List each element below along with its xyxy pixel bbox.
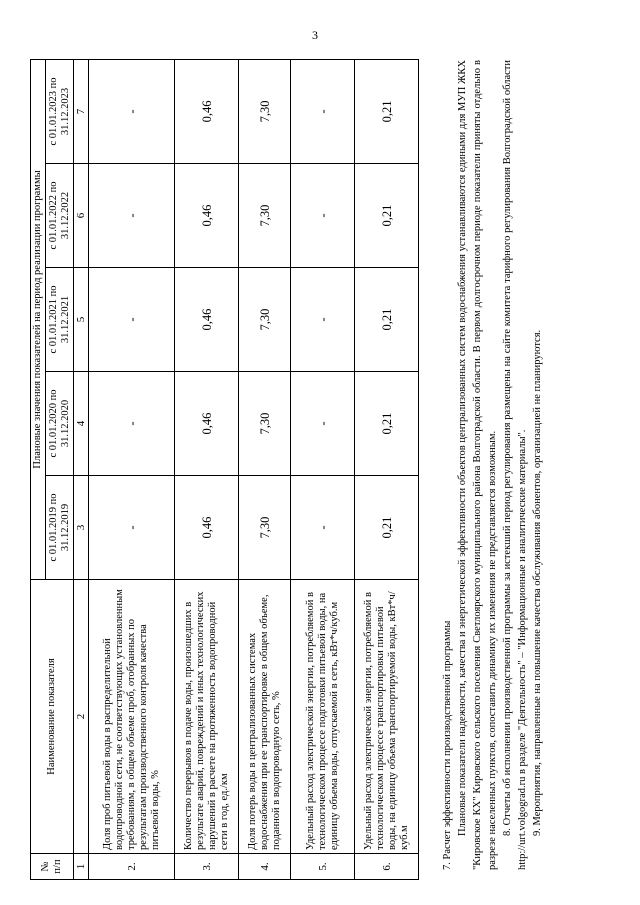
row-value: - — [291, 164, 355, 268]
row-value: - — [89, 268, 175, 372]
table-row — [89, 59, 175, 879]
row-number: 6. — [355, 854, 419, 880]
row-value: - — [291, 476, 355, 580]
period-header: с 01.01.2022 по 31.12.2022 — [46, 164, 74, 268]
row-value: 7,30 — [239, 372, 291, 476]
row-value: - — [89, 372, 175, 476]
table-row — [239, 59, 291, 879]
col-group-header: Плановые значения показателей на период реализации программы — [31, 59, 46, 579]
row-value: 7,30 — [239, 164, 291, 268]
row-value: 0,46 — [175, 164, 239, 268]
row-value: 7,30 — [239, 476, 291, 580]
period-header: с 01.01.2023 по 31.12.2023 — [46, 59, 74, 163]
row-number: 3. — [175, 854, 239, 880]
row-value: 0,46 — [175, 268, 239, 372]
section-8: 8. Отчеты об исполнении производственной программы за истекший период регулирования размещены на сайте комитета тарифного регулирования Волгоградской области http://urt.volgograd.ru в разделе "Деятельность" – "Информационные и аналитические материалы". — [502, 60, 528, 870]
col-index: 7 — [74, 59, 89, 163]
row-name: Удельный расход электрической энергии, потребляемой в технологическом процессе транспортировки питьевой воды, на единицу объема транспортируемой воды, кВт*ч/куб.м — [355, 580, 419, 854]
row-value: 0,21 — [355, 164, 419, 268]
row-value: 0,21 — [355, 59, 419, 163]
row-number: 2. — [89, 854, 175, 880]
col-index: 6 — [74, 164, 89, 268]
row-value: 0,46 — [175, 59, 239, 163]
col-index: 1 — [74, 854, 89, 880]
table-row — [291, 59, 355, 879]
row-value: 0,46 — [175, 476, 239, 580]
section-7-title: 7. Расчет эффективности производственной программы — [442, 620, 453, 870]
section-9: 9. Мероприятия, направленные на повышение качества обслуживания абонентов, организацией не планируются. — [532, 329, 543, 836]
row-value: - — [291, 372, 355, 476]
row-value: 0,21 — [355, 372, 419, 476]
row-name: Удельный расход электрической энергии, потребляемой в технологическом процессе подготовки питьевой воды, на единицу объема воды, отпускаемой в сеть, кВт*ч/куб.м — [291, 580, 355, 854]
period-header: с 01.01.2019 по 31.12.2019 — [46, 476, 74, 580]
section-7-body: Плановые показатели надежности, качества и энергетической эффективности объектов централизованных систем водоснабжения устанавливаются едиными для МУП ЖКХ "Кировское КХ" Кировского сельского поселения Светлоярского муниципального района Волгоградской области. В первом долгосрочном периоде показатели приняты отдельно в разрезе населенных пунктов, сопоставить динамику их изменения не представляется возможным. — [457, 60, 498, 870]
row-value: - — [89, 59, 175, 163]
table-row — [175, 59, 239, 879]
indicators-table — [30, 59, 419, 880]
row-value: 0,46 — [175, 372, 239, 476]
col-index: 3 — [74, 476, 89, 580]
row-value: 0,21 — [355, 268, 419, 372]
rotated-page-content — [30, 40, 610, 880]
col-index: 5 — [74, 268, 89, 372]
period-header: с 01.01.2021 по 31.12.2021 — [46, 268, 74, 372]
col-num-header: № п/п — [31, 854, 74, 880]
table-row — [355, 59, 419, 879]
row-value: 7,30 — [239, 59, 291, 163]
row-value: - — [291, 59, 355, 163]
period-header: с 01.01.2020 по 31.12.2020 — [46, 372, 74, 476]
row-name: Количество перерывов в подаче воды, произошедших в результате аварий, повреждений и иных технологических нарушений в расчете на протяженность водопроводной сети в год, ед./км — [175, 580, 239, 854]
row-number: 5. — [291, 854, 355, 880]
row-number: 4. — [239, 854, 291, 880]
row-name: Доля потерь воды в централизованных системах водоснабжения при ее транспортировке в общем объеме, поданной в водопроводную сеть, % — [239, 580, 291, 854]
row-value: 0,21 — [355, 476, 419, 580]
row-value: - — [291, 268, 355, 372]
row-value: - — [89, 164, 175, 268]
row-value: - — [89, 476, 175, 580]
body-text — [440, 60, 545, 870]
page-number: 3 — [312, 28, 318, 42]
col-name-header: Наименование показателя — [31, 580, 74, 854]
col-index: 2 — [74, 580, 89, 854]
col-index: 4 — [74, 372, 89, 476]
row-value: 7,30 — [239, 268, 291, 372]
row-name: Доля проб питьевой воды в распределительной водопроводной сети, не соответствующих установленным требованиям, в общем объеме проб, отобранных по результатам производственного контроля качества питьевой воды, % — [89, 580, 175, 854]
